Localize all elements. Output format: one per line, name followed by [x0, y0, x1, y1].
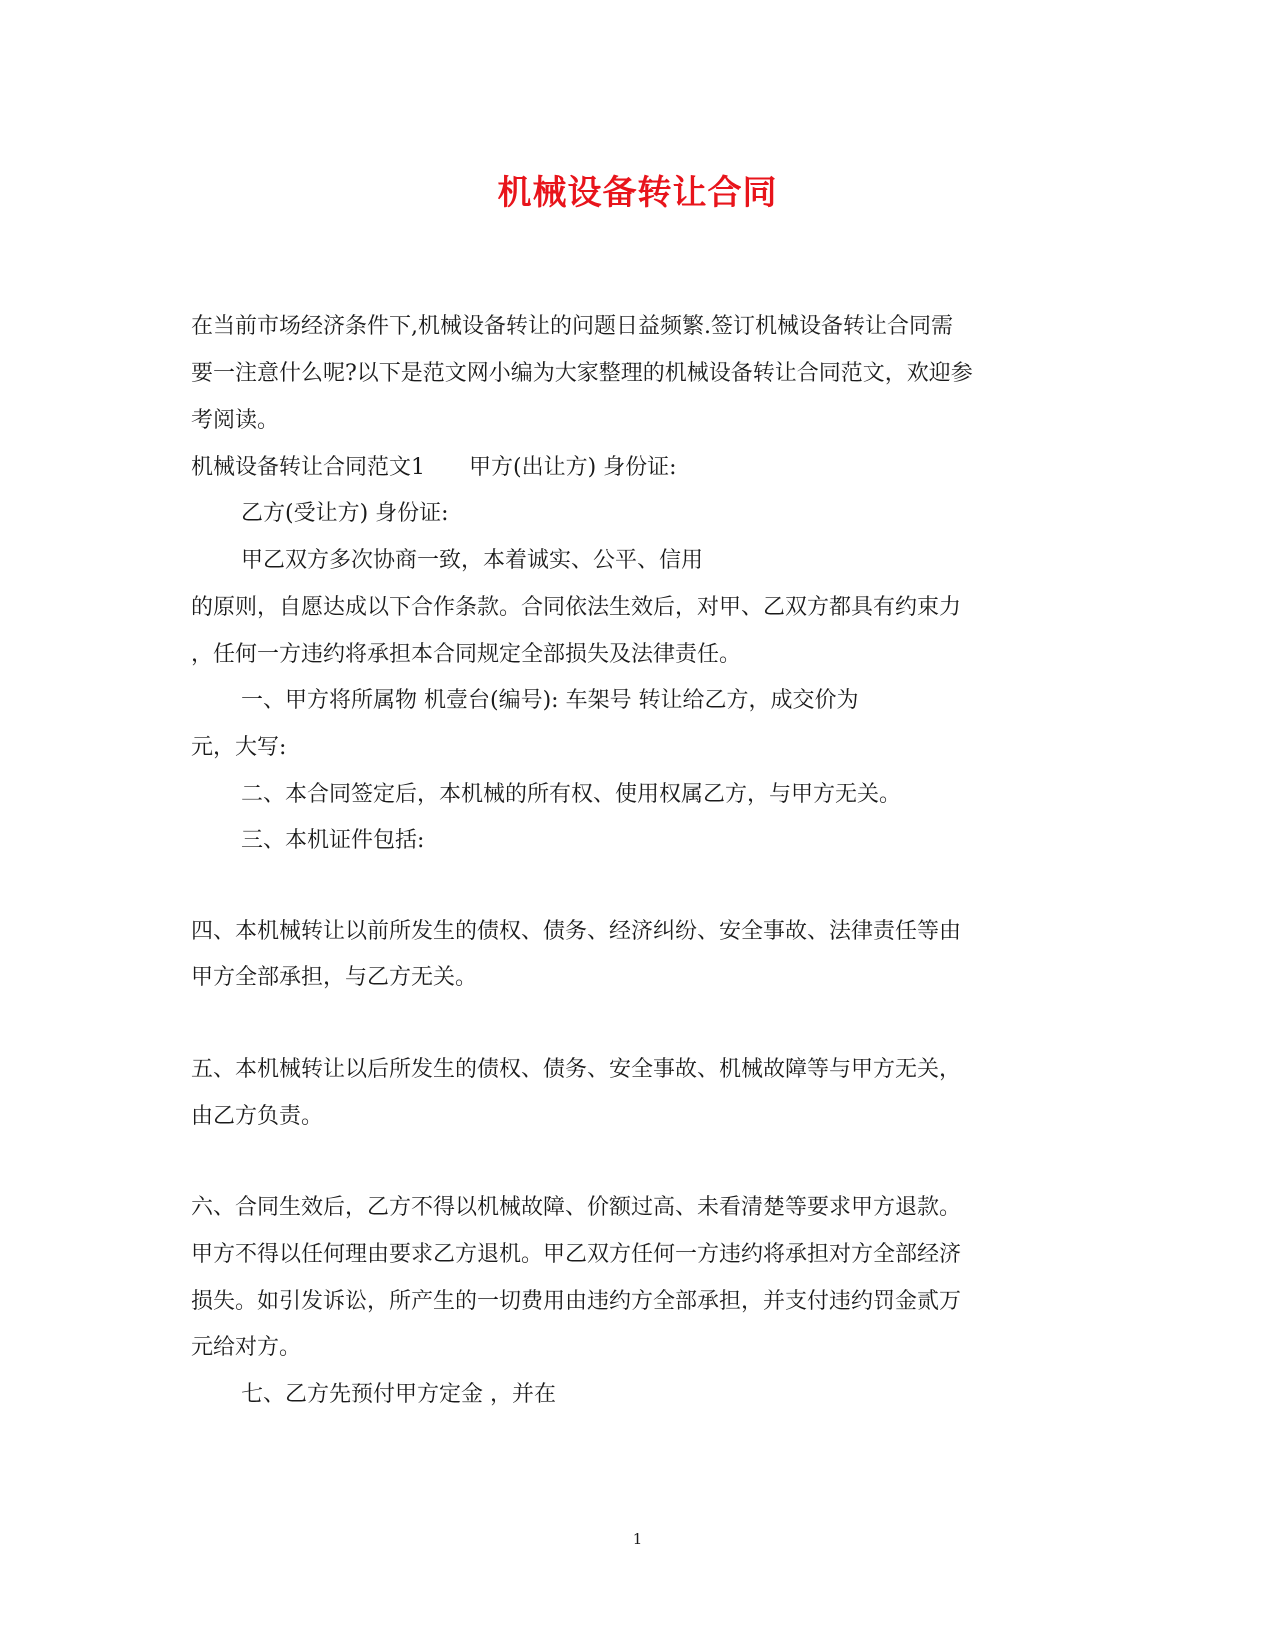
intro-line-2: 要一注意什么呢?以下是范文网小编为大家整理的机械设备转让合同范文，欢迎参 [191, 361, 973, 386]
clause-4-line-1: 四、本机械转让以前所发生的债权、债务、经济纠纷、安全事故、法律责任等由 [191, 919, 962, 944]
agreement-line-3: ，任何一方违约将承担本合同规定全部损失及法律责任。 [191, 642, 742, 667]
agreement-line-1: 甲乙双方多次协商一致，本着诚实、公平、信用 [241, 548, 704, 573]
document-title: 机械设备转让合同 [497, 173, 778, 213]
intro-line-3: 考阅读。 [191, 408, 280, 433]
sample-heading-line: 机械设备转让合同范文1 甲方(出让方) 身份证: [191, 455, 677, 480]
intro-line-1: 在当前市场经济条件下,机械设备转让的问题日益频繁.签订机械设备转让合同需 [191, 314, 953, 339]
clause-6-line-4: 元给对方。 [191, 1335, 302, 1360]
clause-5-line-1: 五、本机械转让以后所发生的债权、债务、安全事故、机械故障等与甲方无关， [191, 1057, 962, 1082]
clause-7-line-1: 七、乙方先预付甲方定金 ，并在 [241, 1382, 556, 1407]
clause-2-line: 二、本合同签定后，本机械的所有权、使用权属乙方，与甲方无关。 [241, 782, 902, 807]
clause-6-line-3: 损失。如引发诉讼，所产生的一切费用由违约方全部承担，并支付违约罚金贰万 [191, 1289, 962, 1314]
clause-3-line: 三、本机证件包括: [241, 828, 425, 853]
page-number: 1 [632, 1530, 643, 1548]
clause-4-line-2: 甲方全部承担，与乙方无关。 [191, 965, 478, 990]
clause-6-line-2: 甲方不得以任何理由要求乙方退机。甲乙双方任何一方违约将承担对方全部经济 [191, 1242, 962, 1267]
agreement-line-2: 的原则，自愿达成以下合作条款。合同依法生效后，对甲、乙双方都具有约束力 [191, 595, 962, 620]
clause-6-line-1: 六、合同生效后，乙方不得以机械故障、价额过高、未看清楚等要求甲方退款。 [191, 1195, 962, 1220]
clause-5-line-2: 由乙方负责。 [191, 1104, 324, 1129]
clause-1-line-1: 一、甲方将所属物 机壹台(编号): 车架号 转让给乙方，成交价为 [241, 688, 859, 713]
party-b-line: 乙方(受让方) 身份证: [241, 501, 449, 526]
clause-1-line-2: 元，大写: [191, 735, 287, 760]
